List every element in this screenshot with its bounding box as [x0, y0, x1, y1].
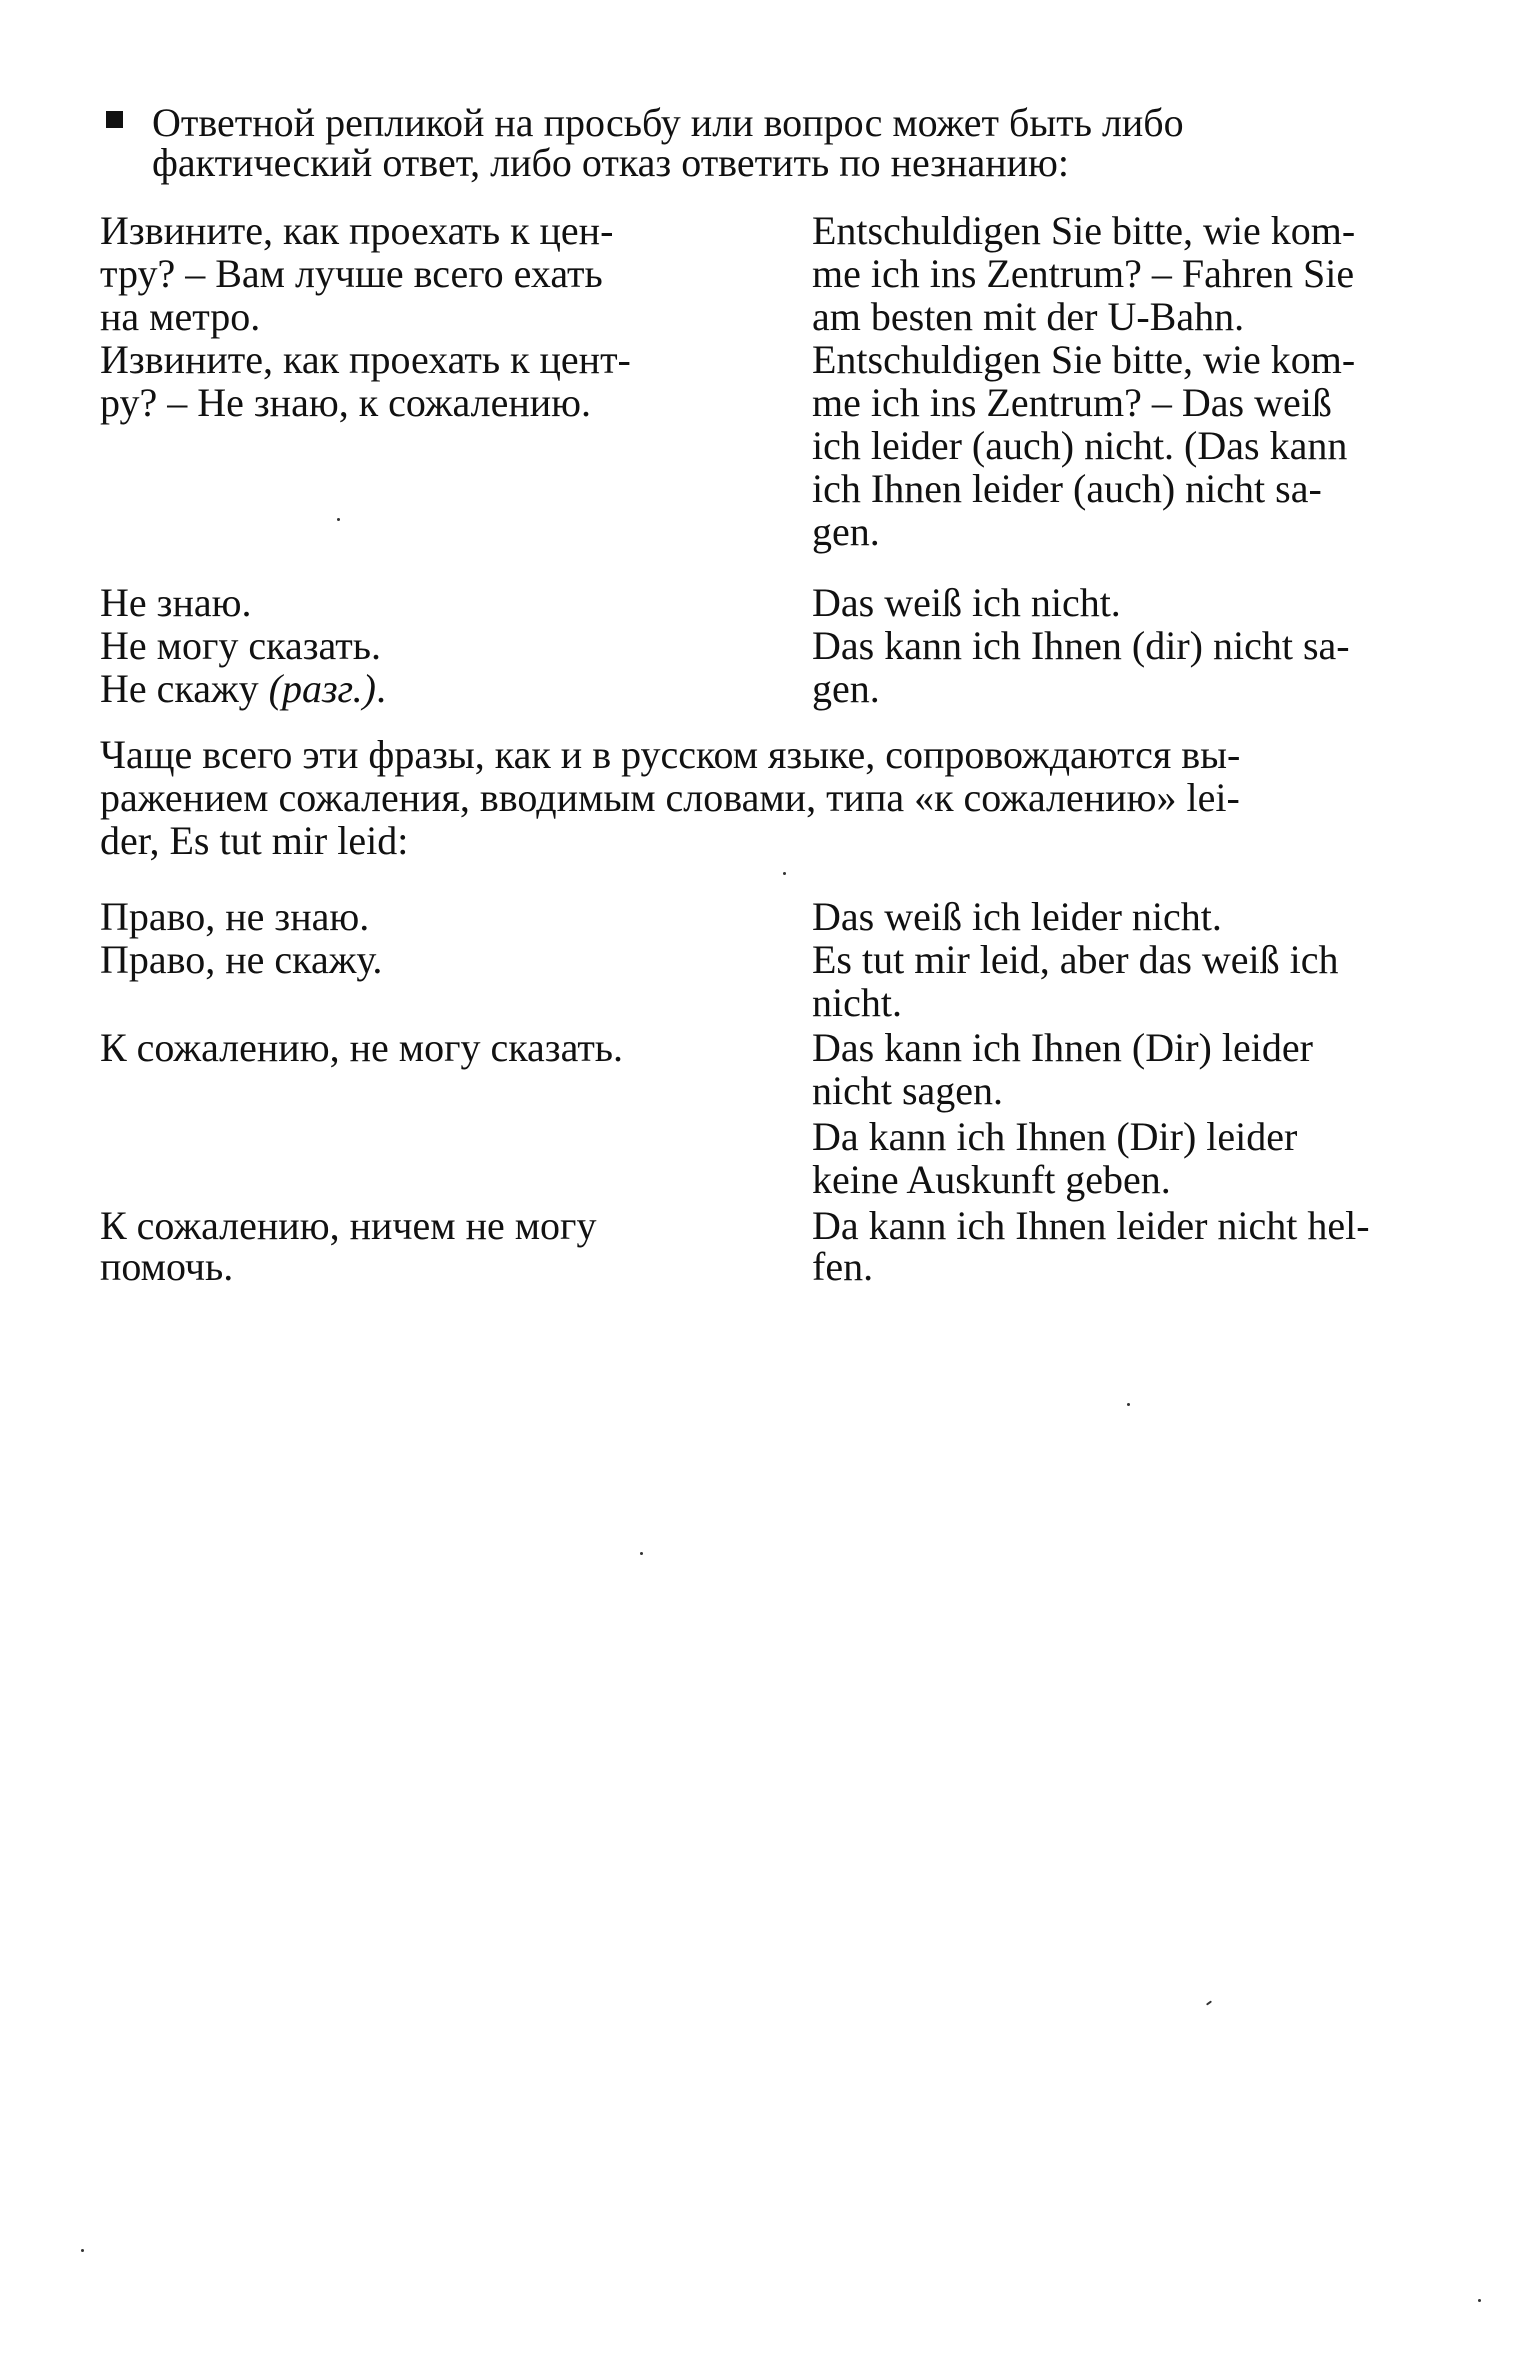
- de-line: gen.: [812, 509, 880, 554]
- ru-line: Не могу сказать.: [100, 623, 381, 668]
- de-line: me ich ins Zentrum? – Das weiß: [812, 380, 1332, 425]
- ru-line: Не знаю.: [100, 580, 252, 625]
- paragraph-line: ражением сожаления, вводимым словами, типа «к сожалению» lei-: [100, 775, 1240, 820]
- ru-line: Извините, как проехать к цент-: [100, 337, 631, 382]
- scan-speck: [1478, 2299, 1481, 2302]
- de-line: gen.: [812, 666, 880, 711]
- scan-speck: [1206, 2000, 1212, 2005]
- de-line: ich Ihnen leider (auch) nicht sa-: [812, 466, 1322, 511]
- de-line: Da kann ich Ihnen leider nicht hel-: [812, 1203, 1370, 1248]
- de-line: ich leider (auch) nicht. (Das kann: [812, 423, 1348, 468]
- de-line: Das kann ich Ihnen (Dir) leider: [812, 1025, 1313, 1070]
- ru-line: Извините, как проехать к цен-: [100, 208, 614, 253]
- de-line: Es tut mir leid, aber das weiß ich: [812, 937, 1339, 982]
- ru-line: на метро.: [100, 294, 261, 339]
- paragraph-line: der, Es tut mir leid:: [100, 818, 409, 863]
- ru-line: К сожалению, ничем не могу: [100, 1203, 597, 1248]
- ru-line: Право, не знаю.: [100, 894, 370, 939]
- scan-speck: [1127, 1403, 1130, 1406]
- scan-speck: [81, 2249, 84, 2252]
- de-line: me ich ins Zentrum? – Fahren Sie: [812, 251, 1355, 296]
- intro-line-1: Ответной репликой на просьбу или вопрос может быть либо: [152, 100, 1184, 145]
- scan-speck: [783, 872, 786, 875]
- ru-line: К сожалению, не могу сказать.: [100, 1025, 624, 1070]
- ru-line: ру? – Не знаю, к сожалению.: [100, 380, 592, 425]
- de-line: Entschuldigen Sie bitte, wie kom-: [812, 337, 1356, 382]
- ru-line-text: Не скажу: [100, 666, 269, 711]
- ru-line-with-note: [100, 666, 386, 711]
- intro-line-2: фактический ответ, либо отказ ответить по незнанию:: [152, 140, 1070, 185]
- paragraph-line: Чаще всего эти фразы, как и в русском языке, сопровождаются вы-: [100, 732, 1241, 777]
- de-line: am besten mit der U-Bahn.: [812, 294, 1245, 339]
- de-line: nicht sagen.: [812, 1068, 1004, 1113]
- de-line: fen.: [812, 1244, 874, 1289]
- de-line: keine Auskunft geben.: [812, 1157, 1171, 1202]
- note-period: .: [375, 666, 386, 711]
- de-line: Entschuldigen Sie bitte, wie kom-: [812, 208, 1356, 253]
- de-line: nicht.: [812, 980, 902, 1025]
- colloquial-note: (разг.): [268, 666, 376, 711]
- de-line: Da kann ich Ihnen (Dir) leider: [812, 1114, 1298, 1159]
- scan-speck: [640, 1552, 643, 1555]
- ru-line: помочь.: [100, 1244, 234, 1289]
- de-line: Das weiß ich nicht.: [812, 580, 1121, 625]
- scan-speck: [337, 518, 340, 521]
- ru-line: Право, не скажу.: [100, 937, 383, 982]
- de-line: Das weiß ich leider nicht.: [812, 894, 1222, 939]
- bullet-square-icon: [106, 111, 123, 128]
- ru-line: тру? – Вам лучше всего ехать: [100, 251, 603, 296]
- de-line: Das kann ich Ihnen (dir) nicht sa-: [812, 623, 1350, 668]
